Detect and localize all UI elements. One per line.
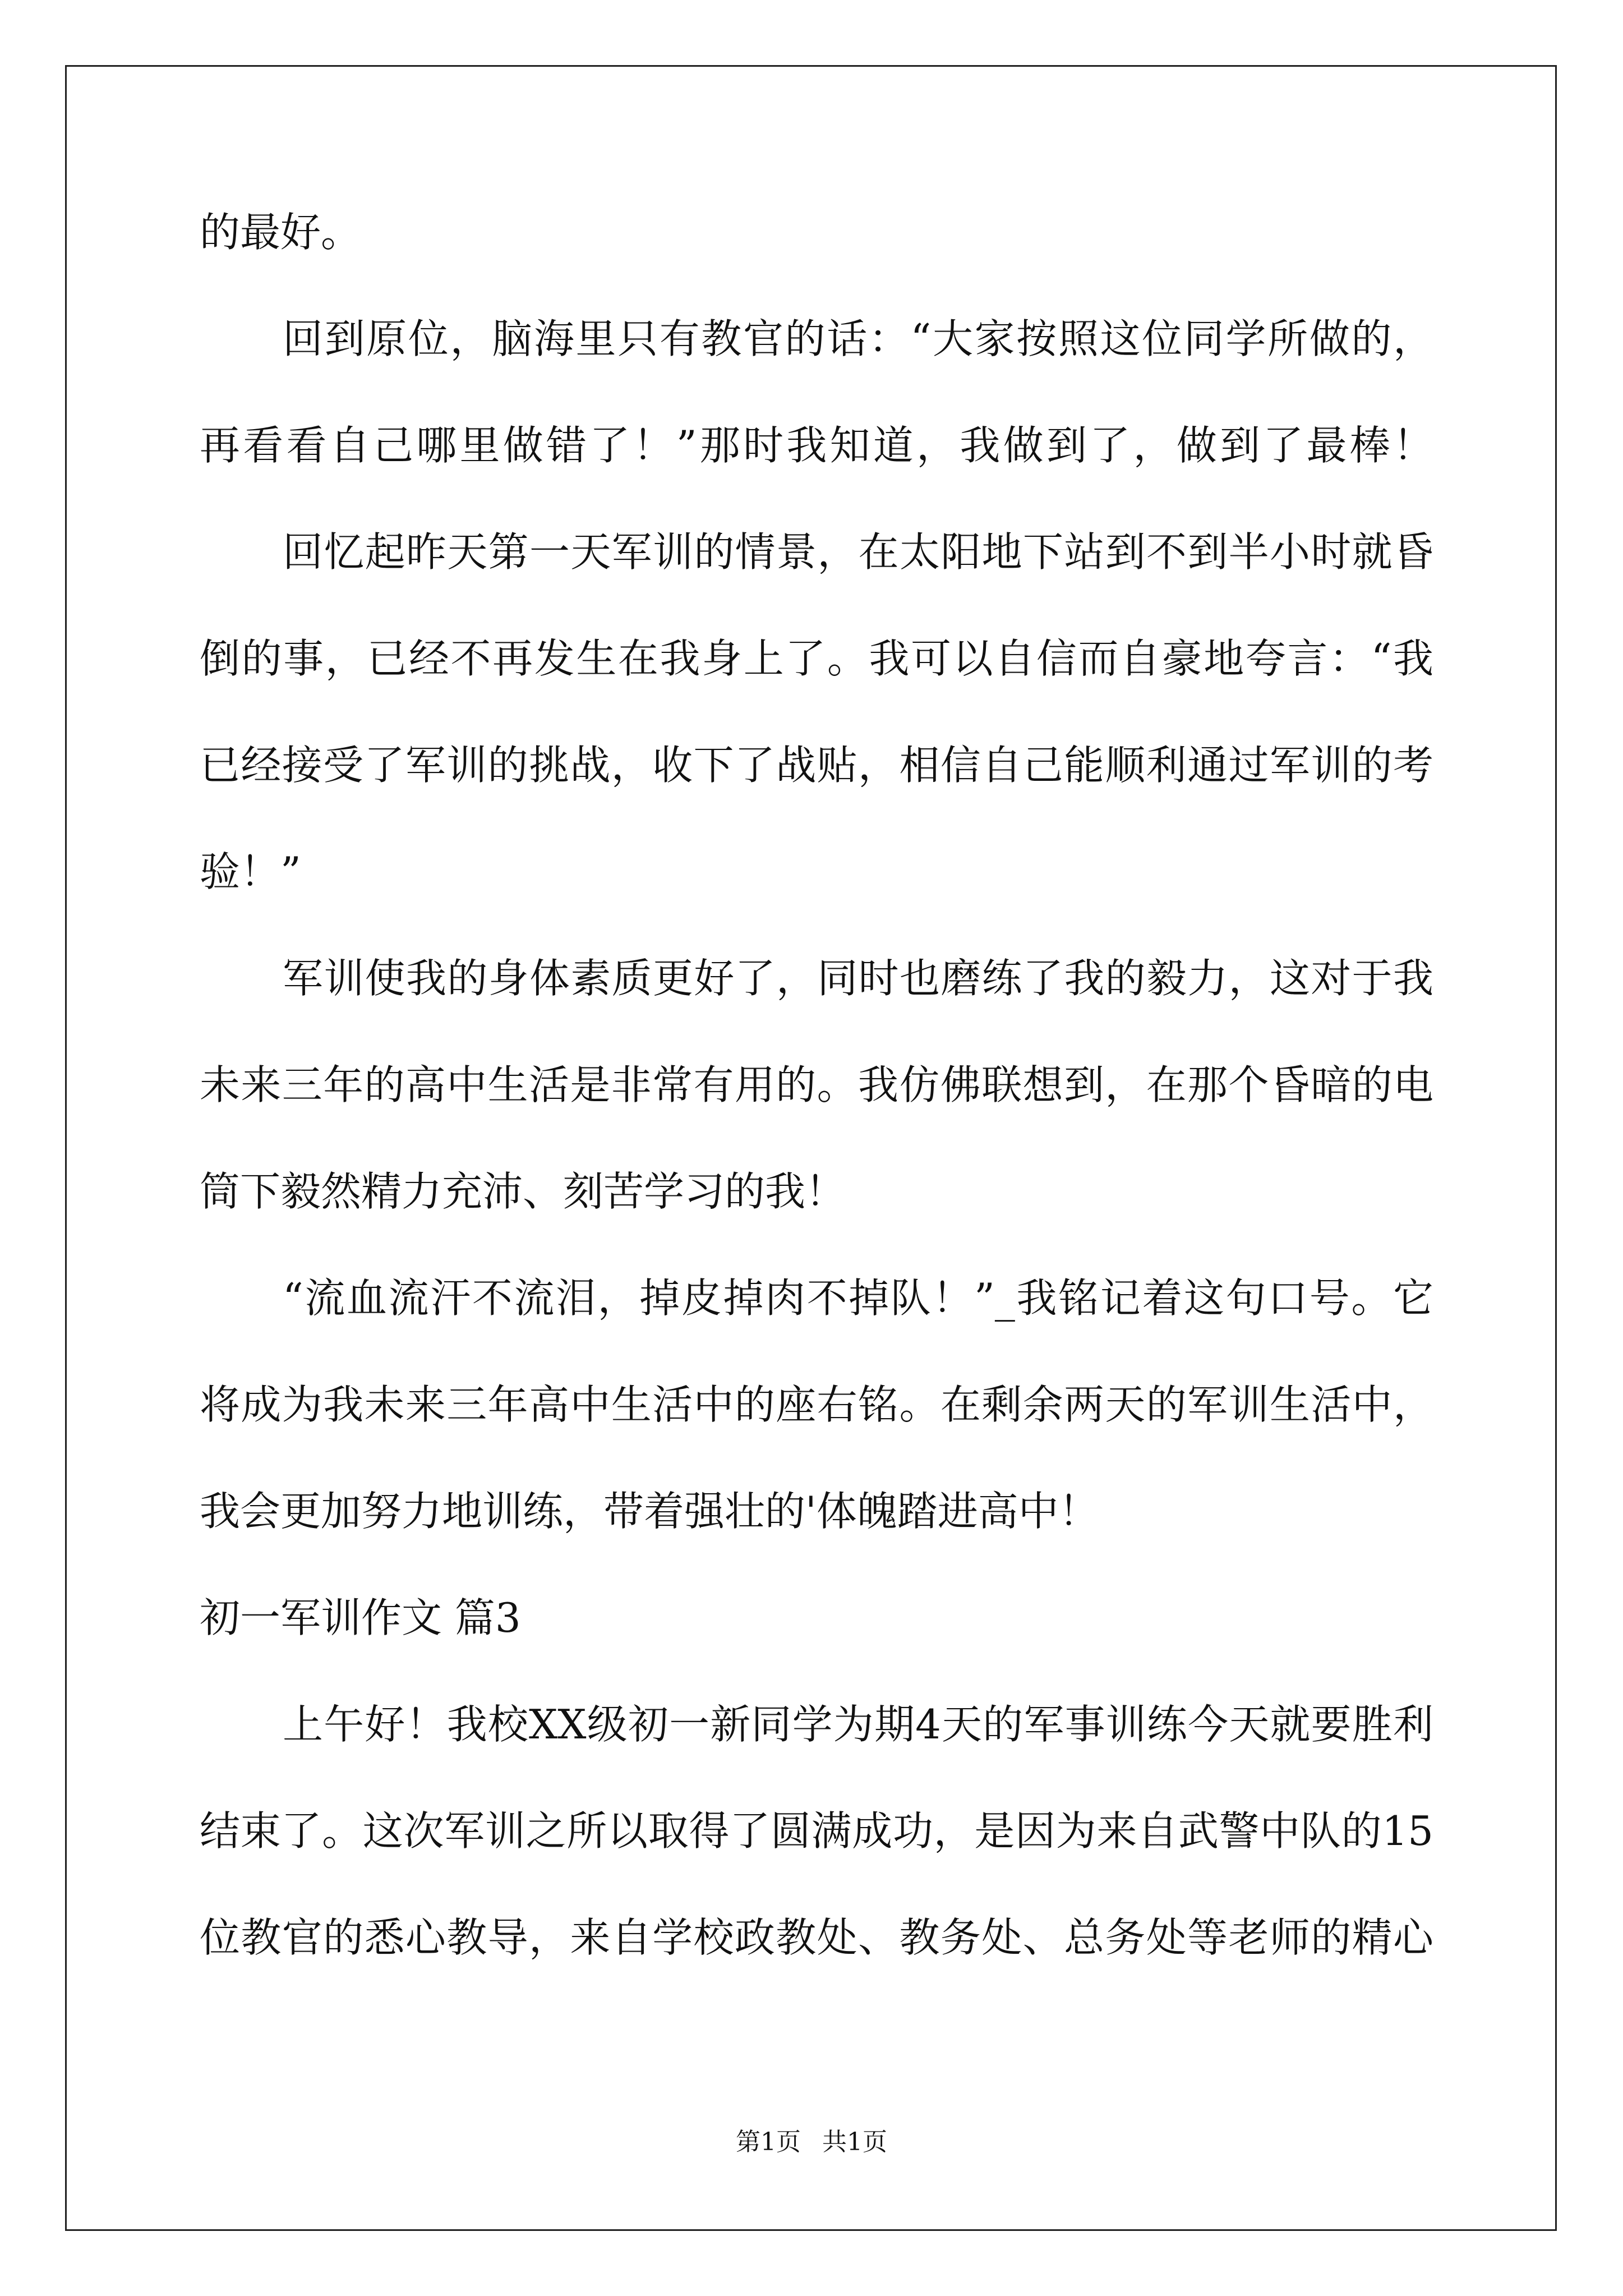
text-line: 回忆起昨天第一天军训的情景，在太阳地下站到不到半小时就昏 xyxy=(283,528,1433,576)
text-line: “流血流汗不流泪，掉皮掉肉不掉队！”_我铭记着这句口号。它 xyxy=(283,1274,1433,1322)
text-line: 倒的事，已经不再发生在我身上了。我可以自信而自豪地夸言：“我 xyxy=(200,635,1433,682)
text-line: 将成为我未来三年高中生活中的座右铭。在剩余两天的军训生活中， xyxy=(200,1381,1433,1428)
text-line: 再看看自己哪里做错了！”那时我知道，我做到了，做到了最棒！ xyxy=(200,422,1433,469)
page-number: 第1页 xyxy=(736,2128,801,2156)
text-line: 上午好！我校XX级初一新同学为期4天的军事训练今天就要胜利 xyxy=(283,1701,1433,1748)
page-footer xyxy=(0,2122,1623,2157)
text-line: 筒下毅然精力充沛、刻苦学习的我！ xyxy=(200,1168,846,1215)
text-line: 已经接受了军训的挑战，收下了战贴，相信自己能顺利通过军训的考 xyxy=(200,742,1433,789)
text-line: 结束了。这次军训之所以取得了圆满成功，是因为来自武警中队的15 xyxy=(200,1807,1433,1855)
page-border xyxy=(65,65,1557,2231)
text-line: 我会更加努力地训练，带着强壮的'体魄踏进高中！ xyxy=(200,1488,1099,1535)
text-line: 未来三年的高中生活是非常有用的。我仿佛联想到，在那个昏暗的电 xyxy=(200,1061,1433,1108)
text-line: 的最好。 xyxy=(200,209,362,256)
text-line: 验！” xyxy=(200,848,301,895)
page-total: 共1页 xyxy=(822,2128,887,2156)
text-line: 位教官的悉心教导，来自学校政教处、教务处、总务处等老师的精心 xyxy=(200,1914,1433,1961)
text-line: 回到原位，脑海里只有教官的话：“大家按照这位同学所做的， xyxy=(283,315,1433,362)
text-line: 军训使我的身体素质更好了，同时也磨练了我的毅力，这对于我 xyxy=(283,955,1433,1002)
section-heading: 初一军训作文 篇3 xyxy=(200,1594,521,1641)
